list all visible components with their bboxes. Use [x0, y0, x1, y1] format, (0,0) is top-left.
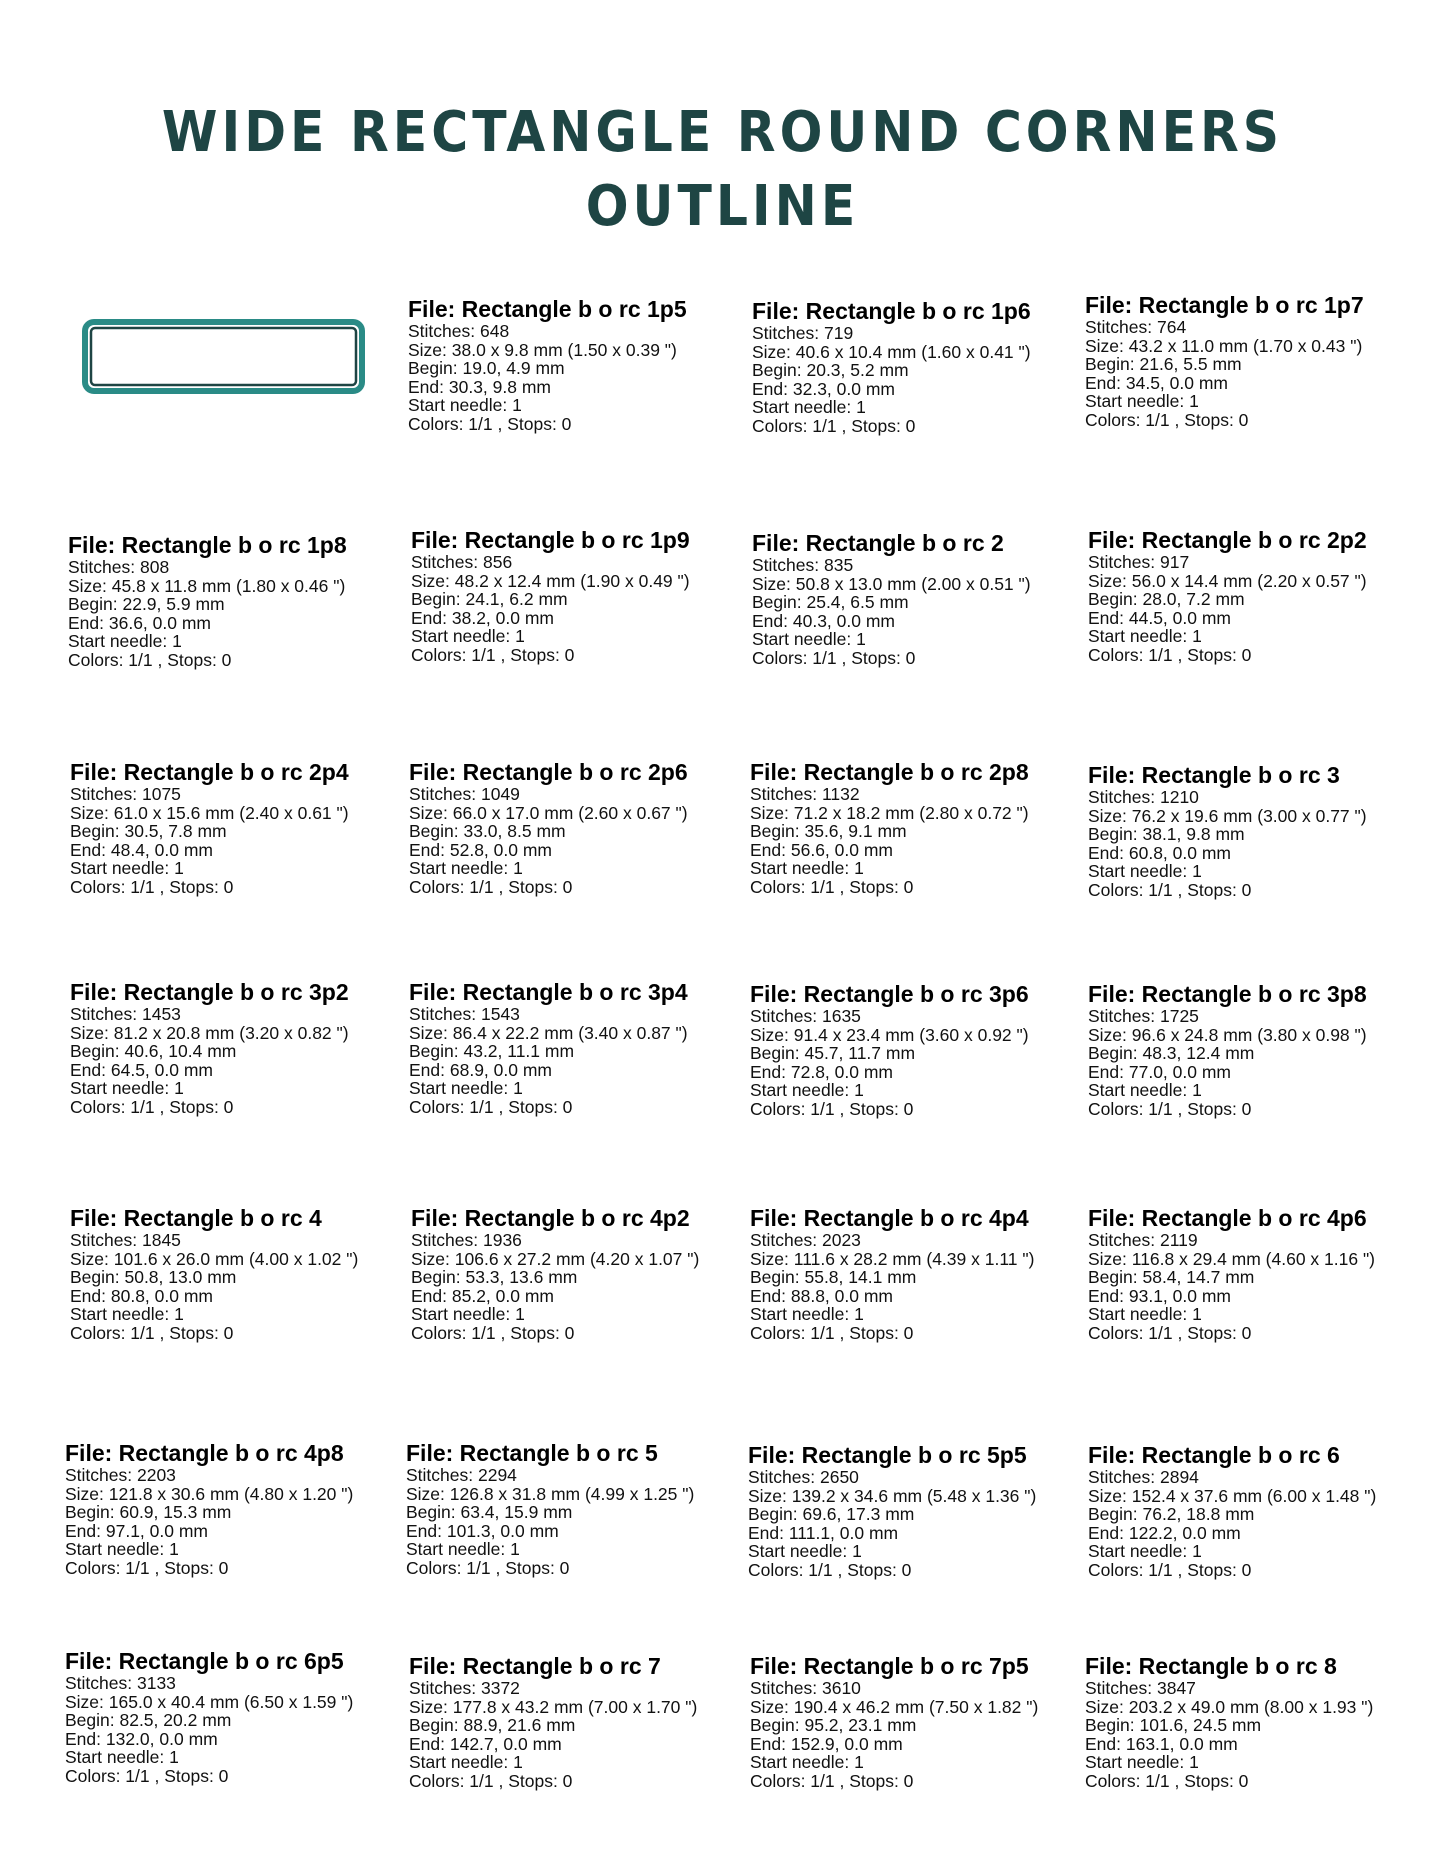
file-name: File: Rectangle b o rc 2 [752, 530, 1004, 556]
stitches: Stitches: 3610 [750, 1678, 861, 1698]
end: End: 30.3, 9.8 mm [408, 376, 551, 397]
colors-stops: Colors: 1/1 , Stops: 0 [1088, 1322, 1252, 1343]
stitches: Stitches: 917 [1088, 552, 1190, 572]
size: Size: 86.4 x 22.2 mm (3.40 x 0.87 ") [409, 1022, 688, 1043]
size: Size: 61.0 x 15.6 mm (2.40 x 0.61 ") [70, 802, 349, 823]
colors-stops: Colors: 1/1 , Stops: 0 [70, 876, 234, 897]
size: Size: 190.4 x 46.2 mm (7.50 x 1.82 ") [750, 1696, 1039, 1717]
start-needle: Start needle: 1 [752, 629, 866, 650]
design-card [752, 298, 1082, 436]
end: End: 38.2, 0.0 mm [411, 607, 554, 628]
stitches: Stitches: 1075 [70, 784, 181, 804]
end: End: 142.7, 0.0 mm [409, 1733, 562, 1754]
start-needle: Start needle: 1 [1088, 1080, 1202, 1101]
begin: Begin: 22.9, 5.9 mm [68, 594, 225, 615]
file-name: File: Rectangle b o rc 4p4 [750, 1205, 1029, 1231]
start-needle: Start needle: 1 [65, 1539, 179, 1560]
file-name: File: Rectangle b o rc 5p5 [748, 1442, 1027, 1468]
start-needle: Start needle: 1 [70, 1304, 184, 1325]
colors-stops: Colors: 1/1 , Stops: 0 [750, 1770, 914, 1791]
start-needle: Start needle: 1 [411, 626, 525, 647]
design-card [1088, 762, 1418, 900]
end: End: 88.8, 0.0 mm [750, 1285, 893, 1306]
end: End: 152.9, 0.0 mm [750, 1733, 903, 1754]
begin: Begin: 33.0, 8.5 mm [409, 821, 566, 842]
colors-stops: Colors: 1/1 , Stops: 0 [748, 1559, 912, 1580]
design-card [1088, 981, 1418, 1119]
size: Size: 40.6 x 10.4 mm (1.60 x 0.41 ") [752, 341, 1031, 362]
file-name: File: Rectangle b o rc 2p6 [409, 759, 688, 785]
stitches: Stitches: 3133 [65, 1673, 176, 1693]
start-needle: Start needle: 1 [68, 631, 182, 652]
begin: Begin: 40.6, 10.4 mm [70, 1041, 237, 1062]
colors-stops: Colors: 1/1 , Stops: 0 [411, 1322, 575, 1343]
stitches: Stitches: 1210 [1088, 787, 1199, 807]
stitches: Stitches: 719 [752, 323, 854, 343]
size: Size: 71.2 x 18.2 mm (2.80 x 0.72 ") [750, 802, 1029, 823]
size: Size: 38.0 x 9.8 mm (1.50 x 0.39 ") [408, 339, 677, 360]
begin: Begin: 58.4, 14.7 mm [1088, 1267, 1255, 1288]
design-card [750, 759, 1080, 897]
colors-stops: Colors: 1/1 , Stops: 0 [752, 415, 916, 436]
stitches: Stitches: 3372 [409, 1678, 520, 1698]
stitches: Stitches: 2119 [1088, 1230, 1198, 1250]
start-needle: Start needle: 1 [750, 858, 864, 879]
file-name: File: Rectangle b o rc 1p9 [411, 527, 690, 553]
colors-stops: Colors: 1/1 , Stops: 0 [750, 876, 914, 897]
stitches: Stitches: 835 [752, 555, 854, 575]
start-needle: Start needle: 1 [1088, 626, 1202, 647]
design-card [750, 1205, 1080, 1343]
design-card [409, 759, 739, 897]
size: Size: 152.4 x 37.6 mm (6.00 x 1.48 ") [1088, 1485, 1377, 1506]
size: Size: 81.2 x 20.8 mm (3.20 x 0.82 ") [70, 1022, 349, 1043]
size: Size: 56.0 x 14.4 mm (2.20 x 0.57 ") [1088, 570, 1367, 591]
design-card [1085, 1653, 1415, 1791]
design-card [748, 1442, 1078, 1580]
design-card [65, 1648, 395, 1786]
design-card [1088, 527, 1418, 665]
colors-stops: Colors: 1/1 , Stops: 0 [408, 413, 572, 434]
colors-stops: Colors: 1/1 , Stops: 0 [750, 1322, 914, 1343]
end: End: 64.5, 0.0 mm [70, 1059, 213, 1080]
colors-stops: Colors: 1/1 , Stops: 0 [1088, 1098, 1252, 1119]
start-needle: Start needle: 1 [750, 1080, 864, 1101]
begin: Begin: 21.6, 5.5 mm [1085, 354, 1242, 375]
begin: Begin: 82.5, 20.2 mm [65, 1710, 232, 1731]
colors-stops: Colors: 1/1 , Stops: 0 [409, 1770, 573, 1791]
colors-stops: Colors: 1/1 , Stops: 0 [68, 649, 232, 670]
end: End: 111.1, 0.0 mm [748, 1522, 899, 1543]
end: End: 163.1, 0.0 mm [1085, 1733, 1238, 1754]
size: Size: 50.8 x 13.0 mm (2.00 x 0.51 ") [752, 573, 1031, 594]
begin: Begin: 69.6, 17.3 mm [748, 1504, 915, 1525]
size: Size: 177.8 x 43.2 mm (7.00 x 1.70 ") [409, 1696, 698, 1717]
file-name: File: Rectangle b o rc 4p2 [411, 1205, 690, 1231]
end: End: 101.3, 0.0 mm [406, 1520, 559, 1541]
colors-stops: Colors: 1/1 , Stops: 0 [70, 1322, 234, 1343]
end: End: 36.6, 0.0 mm [68, 612, 211, 633]
size: Size: 139.2 x 34.6 mm (5.48 x 1.36 ") [748, 1485, 1037, 1506]
page-title-line-1: WIDE RECTANGLE ROUND CORNERS [161, 99, 1284, 165]
stitches: Stitches: 1453 [70, 1004, 181, 1024]
start-needle: Start needle: 1 [406, 1539, 520, 1560]
begin: Begin: 24.1, 6.2 mm [411, 589, 568, 610]
stitches: Stitches: 2894 [1088, 1467, 1199, 1487]
colors-stops: Colors: 1/1 , Stops: 0 [65, 1765, 229, 1786]
size: Size: 121.8 x 30.6 mm (4.80 x 1.20 ") [65, 1483, 354, 1504]
start-needle: Start needle: 1 [65, 1747, 179, 1768]
begin: Begin: 63.4, 15.9 mm [406, 1502, 573, 1523]
file-name: File: Rectangle b o rc 2p2 [1088, 527, 1367, 553]
design-card [750, 1653, 1080, 1791]
start-needle: Start needle: 1 [750, 1304, 864, 1325]
colors-stops: Colors: 1/1 , Stops: 0 [1088, 879, 1252, 900]
stitches: Stitches: 764 [1085, 317, 1187, 337]
design-card [750, 981, 1080, 1119]
begin: Begin: 38.1, 9.8 mm [1088, 824, 1245, 845]
colors-stops: Colors: 1/1 , Stops: 0 [1088, 644, 1252, 665]
begin: Begin: 25.4, 6.5 mm [752, 592, 909, 613]
begin: Begin: 60.9, 15.3 mm [65, 1502, 232, 1523]
stitches: Stitches: 2650 [748, 1467, 859, 1487]
start-needle: Start needle: 1 [409, 858, 523, 879]
stitches: Stitches: 1543 [409, 1004, 520, 1024]
size: Size: 111.6 x 28.2 mm (4.39 x 1.11 ") [750, 1248, 1035, 1269]
end: End: 68.9, 0.0 mm [409, 1059, 552, 1080]
start-needle: Start needle: 1 [752, 397, 866, 418]
start-needle: Start needle: 1 [409, 1752, 523, 1773]
size: Size: 45.8 x 11.8 mm (1.80 x 0.46 ") [68, 575, 346, 596]
file-name: File: Rectangle b o rc 6p5 [65, 1648, 344, 1674]
end: End: 93.1, 0.0 mm [1088, 1285, 1231, 1306]
start-needle: Start needle: 1 [1088, 861, 1202, 882]
design-card [409, 979, 739, 1117]
begin: Begin: 45.7, 11.7 mm [750, 1043, 916, 1064]
end: End: 60.8, 0.0 mm [1088, 842, 1231, 863]
page-title [0, 96, 1445, 244]
file-name: File: Rectangle b o rc 1p5 [408, 296, 687, 322]
begin: Begin: 30.5, 7.8 mm [70, 821, 227, 842]
stitches: Stitches: 1936 [411, 1230, 522, 1250]
size: Size: 66.0 x 17.0 mm (2.60 x 0.67 ") [409, 802, 688, 823]
design-card [70, 1205, 400, 1343]
begin: Begin: 95.2, 23.1 mm [750, 1715, 917, 1736]
end: End: 44.5, 0.0 mm [1088, 607, 1231, 628]
begin: Begin: 19.0, 4.9 mm [408, 358, 565, 379]
design-card [406, 1440, 736, 1578]
end: End: 56.6, 0.0 mm [750, 839, 893, 860]
design-card [411, 1205, 741, 1343]
size: Size: 43.2 x 11.0 mm (1.70 x 0.43 ") [1085, 335, 1363, 356]
end: End: 77.0, 0.0 mm [1088, 1061, 1231, 1082]
end: End: 34.5, 0.0 mm [1085, 372, 1228, 393]
begin: Begin: 43.2, 11.1 mm [409, 1041, 575, 1062]
file-name: File: Rectangle b o rc 7p5 [750, 1653, 1029, 1679]
colors-stops: Colors: 1/1 , Stops: 0 [406, 1557, 570, 1578]
start-needle: Start needle: 1 [411, 1304, 525, 1325]
colors-stops: Colors: 1/1 , Stops: 0 [1085, 409, 1249, 430]
end: End: 40.3, 0.0 mm [752, 610, 895, 631]
design-card [1088, 1442, 1418, 1580]
end: End: 72.8, 0.0 mm [750, 1061, 893, 1082]
begin: Begin: 50.8, 13.0 mm [70, 1267, 237, 1288]
file-name: File: Rectangle b o rc 1p7 [1085, 292, 1364, 318]
design-card [411, 527, 741, 665]
begin: Begin: 28.0, 7.2 mm [1088, 589, 1245, 610]
file-name: File: Rectangle b o rc 4p6 [1088, 1205, 1367, 1231]
file-name: File: Rectangle b o rc 4 [70, 1205, 322, 1231]
end: End: 48.4, 0.0 mm [70, 839, 213, 860]
begin: Begin: 53.3, 13.6 mm [411, 1267, 578, 1288]
file-name: File: Rectangle b o rc 3p2 [70, 979, 349, 1005]
colors-stops: Colors: 1/1 , Stops: 0 [411, 644, 575, 665]
start-needle: Start needle: 1 [1088, 1304, 1202, 1325]
design-card [65, 1440, 395, 1578]
file-name: File: Rectangle b o rc 7 [409, 1653, 661, 1679]
start-needle: Start needle: 1 [70, 858, 184, 879]
design-card [70, 759, 400, 897]
stitches: Stitches: 2203 [65, 1465, 176, 1485]
stitches: Stitches: 1132 [750, 784, 860, 804]
stitches: Stitches: 808 [68, 557, 170, 577]
begin: Begin: 20.3, 5.2 mm [752, 360, 909, 381]
design-card [70, 979, 400, 1117]
size: Size: 101.6 x 26.0 mm (4.00 x 1.02 ") [70, 1248, 359, 1269]
stitches: Stitches: 2023 [750, 1230, 861, 1250]
size: Size: 165.0 x 40.4 mm (6.50 x 1.59 ") [65, 1691, 354, 1712]
colors-stops: Colors: 1/1 , Stops: 0 [1085, 1770, 1249, 1791]
start-needle: Start needle: 1 [408, 395, 522, 416]
end: End: 52.8, 0.0 mm [409, 839, 552, 860]
file-name: File: Rectangle b o rc 1p6 [752, 298, 1031, 324]
file-name: File: Rectangle b o rc 3p6 [750, 981, 1029, 1007]
begin: Begin: 35.6, 9.1 mm [750, 821, 907, 842]
end: End: 97.1, 0.0 mm [65, 1520, 208, 1541]
file-name: File: Rectangle b o rc 3p8 [1088, 981, 1367, 1007]
design-card [409, 1653, 739, 1791]
start-needle: Start needle: 1 [750, 1752, 864, 1773]
start-needle: Start needle: 1 [409, 1078, 523, 1099]
size: Size: 106.6 x 27.2 mm (4.20 x 1.07 ") [411, 1248, 700, 1269]
stitches: Stitches: 1635 [750, 1006, 861, 1026]
colors-stops: Colors: 1/1 , Stops: 0 [752, 647, 916, 668]
start-needle: Start needle: 1 [1085, 1752, 1199, 1773]
colors-stops: Colors: 1/1 , Stops: 0 [65, 1557, 229, 1578]
colors-stops: Colors: 1/1 , Stops: 0 [409, 876, 573, 897]
end: End: 132.0, 0.0 mm [65, 1728, 218, 1749]
stitches: Stitches: 3847 [1085, 1678, 1196, 1698]
page-title-line-2: OUTLINE [585, 173, 860, 239]
stitches: Stitches: 2294 [406, 1465, 517, 1485]
file-name: File: Rectangle b o rc 1p8 [68, 532, 347, 558]
design-card [408, 296, 738, 434]
file-name: File: Rectangle b o rc 8 [1085, 1653, 1337, 1679]
begin: Begin: 88.9, 21.6 mm [409, 1715, 576, 1736]
design-card [752, 530, 1082, 668]
file-name: File: Rectangle b o rc 6 [1088, 1442, 1340, 1468]
design-card [1085, 292, 1415, 430]
size: Size: 91.4 x 23.4 mm (3.60 x 0.92 ") [750, 1024, 1029, 1045]
start-needle: Start needle: 1 [1088, 1541, 1202, 1562]
colors-stops: Colors: 1/1 , Stops: 0 [70, 1096, 234, 1117]
file-name: File: Rectangle b o rc 3 [1088, 762, 1340, 788]
stitches: Stitches: 648 [408, 321, 510, 341]
colors-stops: Colors: 1/1 , Stops: 0 [1088, 1559, 1252, 1580]
file-name: File: Rectangle b o rc 2p8 [750, 759, 1029, 785]
start-needle: Start needle: 1 [1085, 391, 1199, 412]
size: Size: 48.2 x 12.4 mm (1.90 x 0.49 ") [411, 570, 690, 591]
file-name: File: Rectangle b o rc 3p4 [409, 979, 688, 1005]
start-needle: Start needle: 1 [748, 1541, 862, 1562]
size: Size: 96.6 x 24.8 mm (3.80 x 0.98 ") [1088, 1024, 1367, 1045]
size: Size: 76.2 x 19.6 mm (3.00 x 0.77 ") [1088, 805, 1367, 826]
rectangle-outline-preview-icon [82, 319, 365, 394]
begin: Begin: 76.2, 18.8 mm [1088, 1504, 1255, 1525]
begin: Begin: 48.3, 12.4 mm [1088, 1043, 1255, 1064]
size: Size: 116.8 x 29.4 mm (4.60 x 1.16 ") [1088, 1248, 1375, 1269]
end: End: 32.3, 0.0 mm [752, 378, 895, 399]
end: End: 80.8, 0.0 mm [70, 1285, 213, 1306]
stitches: Stitches: 1049 [409, 784, 520, 804]
stitches: Stitches: 1845 [70, 1230, 181, 1250]
file-name: File: Rectangle b o rc 2p4 [70, 759, 349, 785]
design-card [68, 532, 398, 670]
stitches: Stitches: 1725 [1088, 1006, 1199, 1026]
begin: Begin: 55.8, 14.1 mm [750, 1267, 917, 1288]
size: Size: 203.2 x 49.0 mm (8.00 x 1.93 ") [1085, 1696, 1374, 1717]
start-needle: Start needle: 1 [70, 1078, 184, 1099]
begin: Begin: 101.6, 24.5 mm [1085, 1715, 1262, 1736]
size: Size: 126.8 x 31.8 mm (4.99 x 1.25 ") [406, 1483, 695, 1504]
end: End: 85.2, 0.0 mm [411, 1285, 554, 1306]
end: End: 122.2, 0.0 mm [1088, 1522, 1241, 1543]
file-name: File: Rectangle b o rc 4p8 [65, 1440, 344, 1466]
design-card [1088, 1205, 1418, 1343]
stitches: Stitches: 856 [411, 552, 513, 572]
colors-stops: Colors: 1/1 , Stops: 0 [409, 1096, 573, 1117]
colors-stops: Colors: 1/1 , Stops: 0 [750, 1098, 914, 1119]
file-name: File: Rectangle b o rc 5 [406, 1440, 658, 1466]
